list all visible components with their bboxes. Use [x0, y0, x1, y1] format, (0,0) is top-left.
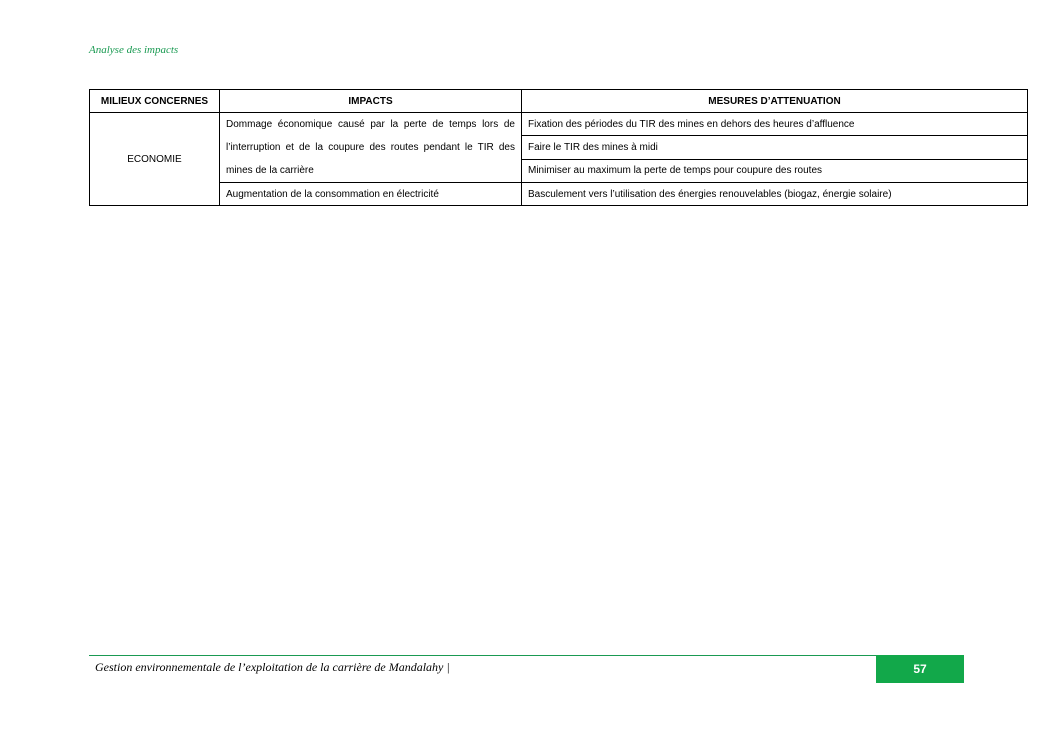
mesure-cell: Minimiser au maximum la perte de temps pour coupure des routes [522, 159, 1028, 182]
column-header-mesures: MESURES D’ATTENUATION [522, 90, 1028, 113]
footer-document-title: Gestion environnementale de l’exploitation de la carrière de Mandalahy | [95, 660, 450, 674]
impact-cell: Dommage économique causé par la perte de temps lors de l’interruption et de la coupure des routes pendant le TIR des mines de la carrière [220, 113, 522, 183]
table-row [90, 113, 1028, 136]
impacts-table [89, 89, 1028, 206]
page-number-badge [876, 655, 964, 683]
mesure-cell: Fixation des périodes du TIR des mines en dehors des heures d’affluence [522, 113, 1028, 136]
mesure-cell: Faire le TIR des mines à midi [522, 136, 1028, 159]
table-header-row [90, 90, 1028, 113]
table-row [90, 183, 1028, 206]
impact-cell: Augmentation de la consommation en électricité [220, 183, 522, 206]
column-header-impacts: IMPACTS [220, 90, 522, 113]
column-header-milieux: MILIEUX CONCERNES [90, 90, 220, 113]
section-header: Analyse des impacts [89, 44, 179, 56]
footer-divider [89, 655, 876, 656]
page-number: 57 [913, 662, 927, 676]
milieu-cell: ECONOMIE [90, 113, 220, 206]
mesure-cell: Basculement vers l’utilisation des énergies renouvelables (biogaz, énergie solaire) [522, 183, 1028, 206]
